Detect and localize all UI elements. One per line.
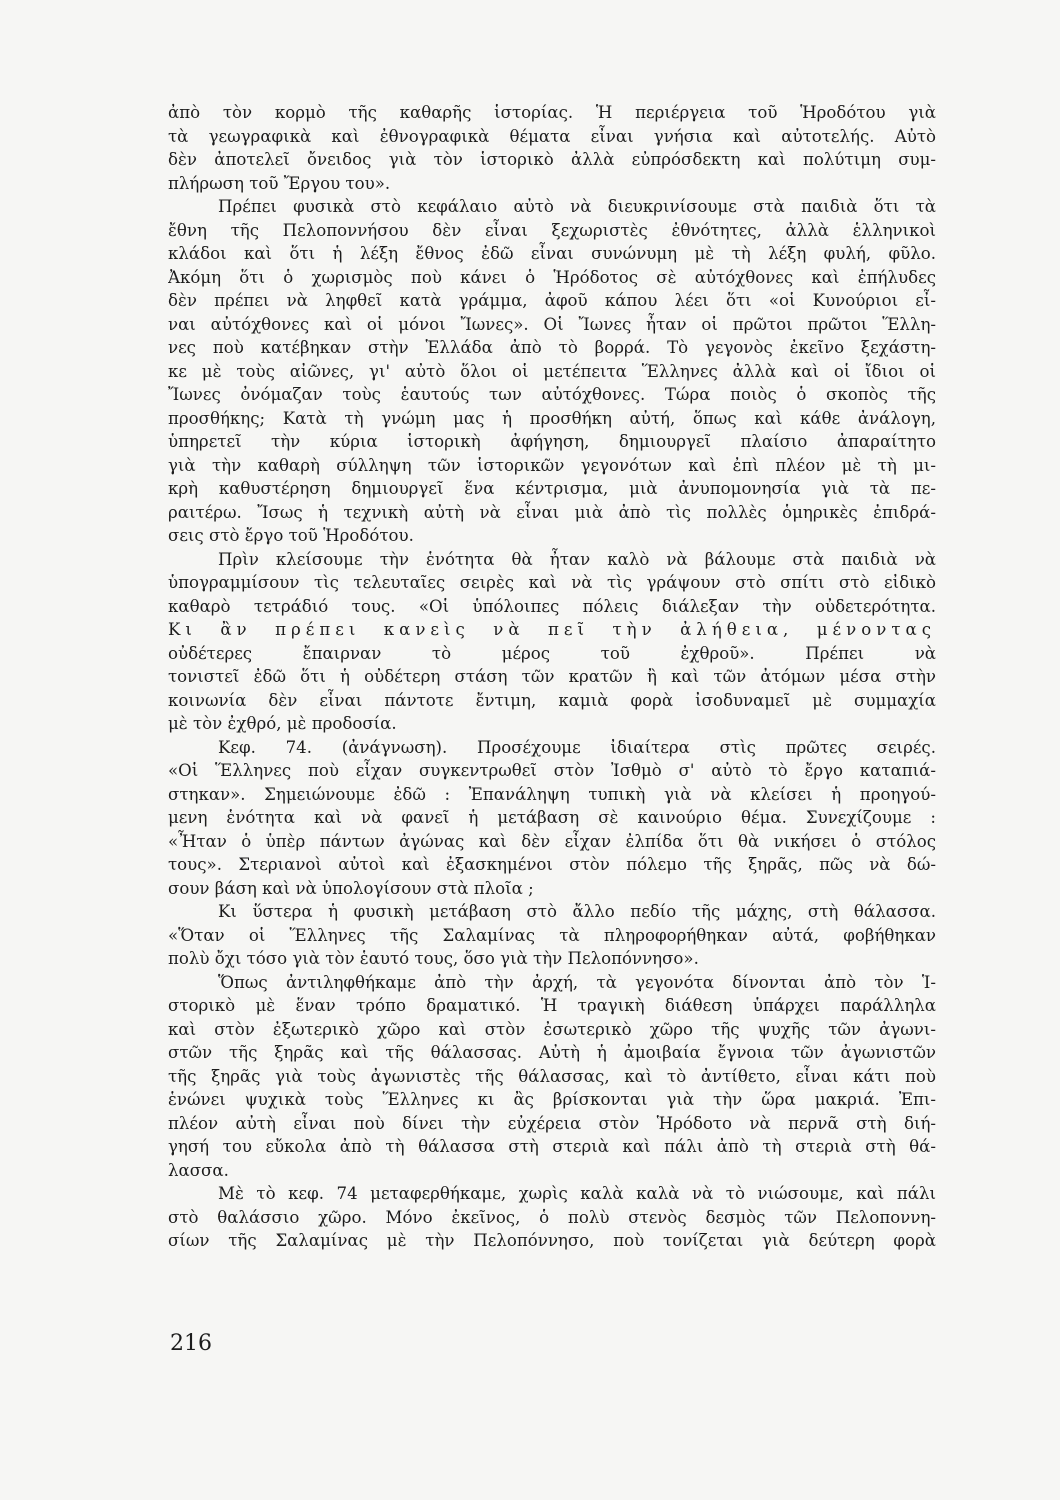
text-line: ἀπὸ τὸν κορμὸ τῆς καθαρῆς ἱστορίας. Ἡ περιέργεια τοῦ Ἡροδότου γιὰ bbox=[168, 103, 936, 122]
text-line: Μὲ τὸ κεφ. 74 μεταφερθήκαμε, χωρὶς καλὰ καλὰ νὰ τὸ νιώσουμε, καὶ πάλι bbox=[218, 1184, 936, 1203]
page-number: 216 bbox=[170, 1331, 212, 1356]
text-line: Κεφ. 74. (ἀνάγνωση). Προσέχουμε ἰδιαίτερα στὶς πρῶτες σειρές. bbox=[218, 737, 936, 757]
text-line: «Ἦταν ὁ ὑπὲρ πάντων ἀγώνας καὶ δὲν εἶχαν ἐλπίδα ὅτι θὰ νικήσει ὁ στόλος bbox=[168, 831, 936, 851]
text-line: κλάδοι καὶ ὅτι ἡ λέξη ἔθνος ἐδῶ εἶναι συνώνυμη μὲ τὴ λέξη φυλή, φῦλο. bbox=[168, 244, 936, 263]
text-line: στῶν τῆς ξηρᾶς καὶ τῆς θάλασσας. Αὐτὴ ἡ ἀμοιβαία ἔγνοια τῶν ἀγωνιστῶν bbox=[168, 1043, 936, 1062]
text-line: γιὰ τὴν καθαρὴ σύλληψη τῶν ἱστορικῶν γεγονότων καὶ ἐπὶ πλέον μὲ τὴ μι- bbox=[168, 455, 936, 475]
text-line: σεις στὸ ἔργο τοῦ Ἡροδότου. bbox=[168, 526, 414, 545]
text-line: σίων τῆς Σαλαμίνας μὲ τὴν Πελοπόννησο, ποὺ τονίζεται γιὰ δεύτερη φορὰ bbox=[168, 1231, 936, 1250]
text-line: Κι ἂν πρέπει κανεὶς νὰ πεῖ τὴν ἀλήθεια, μένοντας bbox=[168, 620, 936, 639]
text-line: ὑπογραμμίσουν τὶς τελευταῖες σειρὲς καὶ νὰ τὶς γράψουν στὸ σπίτι στὸ εἰδικὸ bbox=[168, 573, 936, 592]
text-line: τὰ γεωγραφικὰ καὶ ἐθνογραφικὰ θέματα εἶναι γνήσια καὶ αὐτοτελής. Αὐτὸ bbox=[168, 126, 936, 146]
text-line: δὲν ἀποτελεῖ ὄνειδος γιὰ τὸν ἱστορικὸ ἀλλὰ εὐπρόσδεκτη καὶ πολύτιμη συμ- bbox=[168, 150, 936, 169]
text-line: ἑνώνει ψυχικὰ τοὺς Ἕλληνες κι ἂς βρίσκονται γιὰ τὴν ὥρα μακριά. Ἐπι- bbox=[168, 1090, 936, 1109]
text-line: Κι ὕστερα ἡ φυσικὴ μετάβαση στὸ ἄλλο πεδίο τῆς μάχης, στὴ θάλασσα. bbox=[218, 902, 936, 921]
text-line: κοινωνία δὲν εἶναι πάντοτε ἔντιμη, καμιὰ φορὰ ἰσοδυναμεῖ μὲ συμμαχία bbox=[168, 690, 936, 710]
text-line: σουν βάση καὶ νὰ ὑπολογίσουν στὰ πλοῖα ; bbox=[168, 878, 534, 898]
text-line: ὑπηρετεῖ τὴν κύρια ἱστορικὴ ἀφήγηση, δημιουργεῖ πλαίσιο ἀπαραίτητο bbox=[168, 432, 936, 451]
text-line: καὶ στὸν ἐξωτερικὸ χῶρο καὶ στὸν ἐσωτερικὸ χῶρο τῆς ψυχῆς τῶν ἀγωνι- bbox=[168, 1019, 936, 1039]
text-line: μενη ἑνότητα καὶ νὰ φανεῖ ἡ μετάβαση σὲ καινούριο θέμα. Συνεχίζουμε : bbox=[168, 808, 936, 827]
text-line: λασσα. bbox=[168, 1160, 229, 1180]
text-line: Ἀκόμη ὅτι ὁ χωρισμὸς ποὺ κάνει ὁ Ἡρόδοτος σὲ αὐτόχθονες καὶ ἐπήλυδες bbox=[168, 267, 936, 287]
text-line: στὸ θαλάσσιο χῶρο. Μόνο ἐκεῖνος, ὁ πολὺ στενὸς δεσμὸς τῶν Πελοποννη- bbox=[168, 1207, 936, 1227]
text-line: νες ποὺ κατέβηκαν στὴν Ἑλλάδα ἀπὸ τὸ βορρά. Τὸ γεγονὸς ἐκεῖνο ξεχάστη- bbox=[168, 338, 936, 357]
text-line: ναι αὐτόχθονες καὶ οἱ μόνοι Ἴωνες». Οἱ Ἴωνες ἦταν οἱ πρῶτοι πρῶτοι Ἕλλη- bbox=[168, 314, 936, 334]
text-line: στηκαν». Σημειώνουμε ἐδῶ : Ἐπανάληψη τυπικὴ γιὰ νὰ κλείσει ἡ προηγού- bbox=[168, 784, 936, 804]
text-line: «Ὅταν οἱ Ἕλληνες τῆς Σαλαμίνας τὰ πληροφορήθηκαν αὐτά, φοβήθηκαν bbox=[168, 925, 936, 945]
text-line: οὐδέτερες ἔπαιρναν τὸ μέρος τοῦ ἐχθροῦ». Πρέπει νὰ bbox=[168, 643, 936, 663]
text-line: δὲν πρέπει νὰ ληφθεῖ κατὰ γράμμα, ἀφοῦ κάπου λέει ὅτι «οἱ Κυνούριοι εἶ- bbox=[168, 291, 936, 310]
text-line: πλέον αὐτὴ εἶναι ποὺ δίνει τὴν εὐχέρεια στὸν Ἡρόδοτο νὰ περνᾶ στὴ διή- bbox=[168, 1113, 936, 1133]
text-line: τους». Στεριανοὶ αὐτοὶ καὶ ἐξασκημένοι στὸν πόλεμο τῆς ξηρᾶς, πῶς νὰ δώ- bbox=[168, 855, 936, 874]
text-line: Πρέπει φυσικὰ στὸ κεφάλαιο αὐτὸ νὰ διευκρινίσουμε στὰ παιδιὰ ὅτι τὰ bbox=[218, 197, 936, 216]
text-line: Ἴωνες ὀνόμαζαν τοὺς ἑαυτούς των αὐτόχθονες. Τώρα ποιὸς ὁ σκοπὸς τῆς bbox=[168, 385, 936, 404]
text-line: γησή του εὔκολα ἀπὸ τὴ θάλασσα στὴ στεριὰ καὶ πάλι ἀπὸ τὴ στεριὰ στὴ θά- bbox=[168, 1137, 936, 1156]
body-text bbox=[168, 101, 936, 1253]
text-line: πολὺ ὄχι τόσο γιὰ τὸν ἑαυτό τους, ὅσο γιὰ τὴν Πελοπόννησο». bbox=[168, 949, 699, 968]
text-line: κρὴ καθυστέρηση δημιουργεῖ ἕνα κέντρισμα, μιὰ ἀνυπομονησία γιὰ τὰ πε- bbox=[168, 479, 936, 498]
text-line: ἔθνη τῆς Πελοποννήσου δὲν εἶναι ξεχωριστὲς ἐθνότητες, ἀλλὰ ἑλληνικοὶ bbox=[168, 220, 936, 240]
text-line: ραιτέρω. Ἴσως ἡ τεχνικὴ αὐτὴ νὰ εἶναι μιὰ ἀπὸ τὶς πολλὲς ὁμηρικὲς ἐπιδρά- bbox=[168, 502, 936, 522]
text-line: Ὅπως ἀντιληφθήκαμε ἀπὸ τὴν ἀρχή, τὰ γεγονότα δίνονται ἀπὸ τὸν Ἱ- bbox=[218, 972, 936, 992]
text-line: μὲ τὸν ἐχθρό, μὲ προδοσία. bbox=[168, 714, 397, 733]
text-line: καθαρὸ τετράδιό τους. «Οἱ ὑπόλοιπες πόλεις διάλεξαν τὴν οὐδετερότητα. bbox=[168, 596, 936, 616]
text-line: «Οἱ Ἕλληνες ποὺ εἶχαν συγκεντρωθεῖ στὸν Ἰσθμὸ σ' αὐτὸ τὸ ἔργο καταπιά- bbox=[168, 761, 936, 780]
text-line: προσθήκης; Κατὰ τὴ γνώμη μας ἡ προσθήκη αὐτή, ὅπως καὶ κάθε ἀνάλογη, bbox=[168, 408, 936, 428]
text-line: τονιστεῖ ἐδῶ ὅτι ἡ οὐδέτερη στάση τῶν κρατῶν ἢ καὶ τῶν ἀτόμων μέσα στὴν bbox=[168, 667, 936, 686]
text-line: Πρὶν κλείσουμε τὴν ἑνότητα θὰ ἦταν καλὸ νὰ βάλουμε στὰ παιδιὰ νὰ bbox=[218, 549, 936, 569]
text-line: στορικὸ μὲ ἕναν τρόπο δραματικό. Ἡ τραγικὴ διάθεση ὑπάρχει παράλληλα bbox=[168, 996, 936, 1015]
text-line: κε μὲ τοὺς αἰῶνες, γι' αὐτὸ ὅλοι οἱ μετέπειτα Ἕλληνες ἀλλὰ καὶ οἱ ἴδιοι οἱ bbox=[168, 361, 936, 381]
text-line: τῆς ξηρᾶς γιὰ τοὺς ἀγωνιστὲς τῆς θάλασσας, καὶ τὸ ἀντίθετο, εἶναι κάτι ποὺ bbox=[168, 1066, 936, 1086]
text-line: πλήρωση τοῦ Ἔργου του». bbox=[168, 173, 391, 193]
